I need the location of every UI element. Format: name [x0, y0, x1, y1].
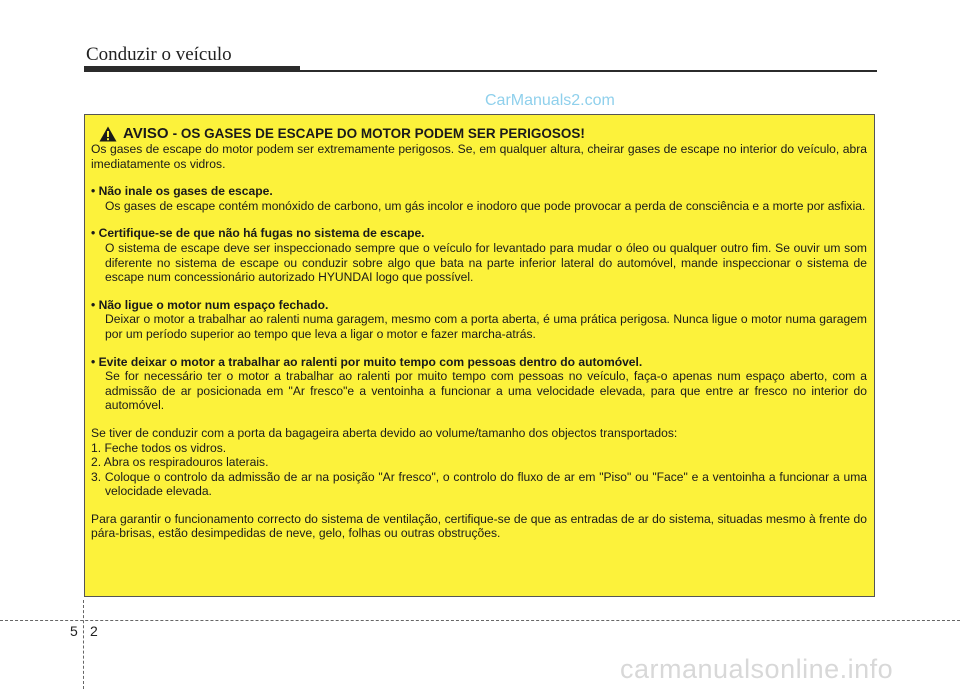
bullet-heading: • Não inale os gases de escape.	[91, 184, 273, 199]
warning-triangle-icon	[99, 126, 117, 142]
header-rule-thin	[300, 70, 877, 72]
warning-title-row	[99, 122, 867, 142]
bullet-heading: • Certifique-se de que não há fugas no sistema de escape.	[91, 226, 425, 241]
bullet-heading: • Não ligue o motor num espaço fechado.	[91, 297, 329, 312]
bullet-heading: • Evite deixar o motor a trabalhar ao ralenti por muito tempo com pessoas dentro do automóvel.	[91, 354, 643, 369]
step-item: 3. Coloque o controlo da admissão de ar na posição "Ar fresco", o controlo do fluxo de ar em "Piso" ou "Face" e a ventoinha a funcionar a uma velocidade elevada.	[91, 469, 867, 499]
steps-intro: Se tiver de conduzir com a porta da bagageira aberta devido ao volume/tamanho dos objectos transportados:	[91, 425, 678, 440]
watermark-text: CarManuals2.com	[485, 92, 615, 109]
site-watermark: carmanualsonline.info	[620, 654, 894, 684]
warning-closing: Para garantir o funcionamento correcto do sistema de ventilação, certifique-se de que as entradas de ar do sistema, situadas mesmo à frente do pára-brisas, estão desimpedidas de neve, gelo, folhas ou outras obstruções.	[91, 511, 867, 541]
bullet-text: Os gases de escape contém monóxido de carbono, um gás incolor e inodoro que pode provocar a perda de consciência e a morte por asfixia.	[105, 198, 866, 213]
page-header-title: Conduzir o veículo	[86, 44, 232, 65]
footer-divider-horizontal	[0, 620, 960, 621]
step-item: 2. Abra os respiradouros laterais.	[91, 455, 269, 470]
chapter-number: 5	[70, 623, 78, 639]
header-rule-thick	[84, 66, 300, 72]
step-item: 1. Feche todos os vidros.	[91, 440, 227, 455]
page-number: 2	[90, 623, 98, 639]
warning-intro: Os gases de escape do motor podem ser extremamente perigosos. Se, em qualquer altura, cheirar gases de escape no interior do veículo, abra imediatamente os vidros.	[91, 142, 867, 171]
footer-divider-vertical	[83, 600, 84, 689]
bullet-text: O sistema de escape deve ser inspeccionado sempre que o veículo for levantado para mudar o óleo ou qualquer outro fim. Se ouvir um som diferente no sistema de escape ou conduzir sobre algo que bata na parte inferior lateral do automóvel, mande inspeccionar o sistema de escape num concessionário autorizado HYUNDAI logo que possível.	[105, 240, 867, 285]
warning-box	[84, 114, 875, 597]
warning-title: AVISO	[123, 125, 169, 143]
bullet-text: Deixar o motor a trabalhar ao ralenti numa garagem, mesmo com a porta aberta, é uma prática perigosa. Nunca ligue o motor numa garagem por um período superior ao tempo que leva a ligar o motor e fazer marcha-atrás.	[105, 312, 867, 341]
bullet-text: Se for necessário ter o motor a trabalhar ao ralenti por muito tempo com pessoas no veículo, faça-o apenas num espaço aberto, com a admissão de ar posicionada em "Ar fresco"e a ventoinha a funcionar a uma velocidade elevada, para que entre ar fresco no interior do automóvel.	[105, 369, 867, 413]
warning-subtitle: - OS GASES DE ESCAPE DO MOTOR PODEM SER PERIGOSOS!	[172, 126, 585, 142]
